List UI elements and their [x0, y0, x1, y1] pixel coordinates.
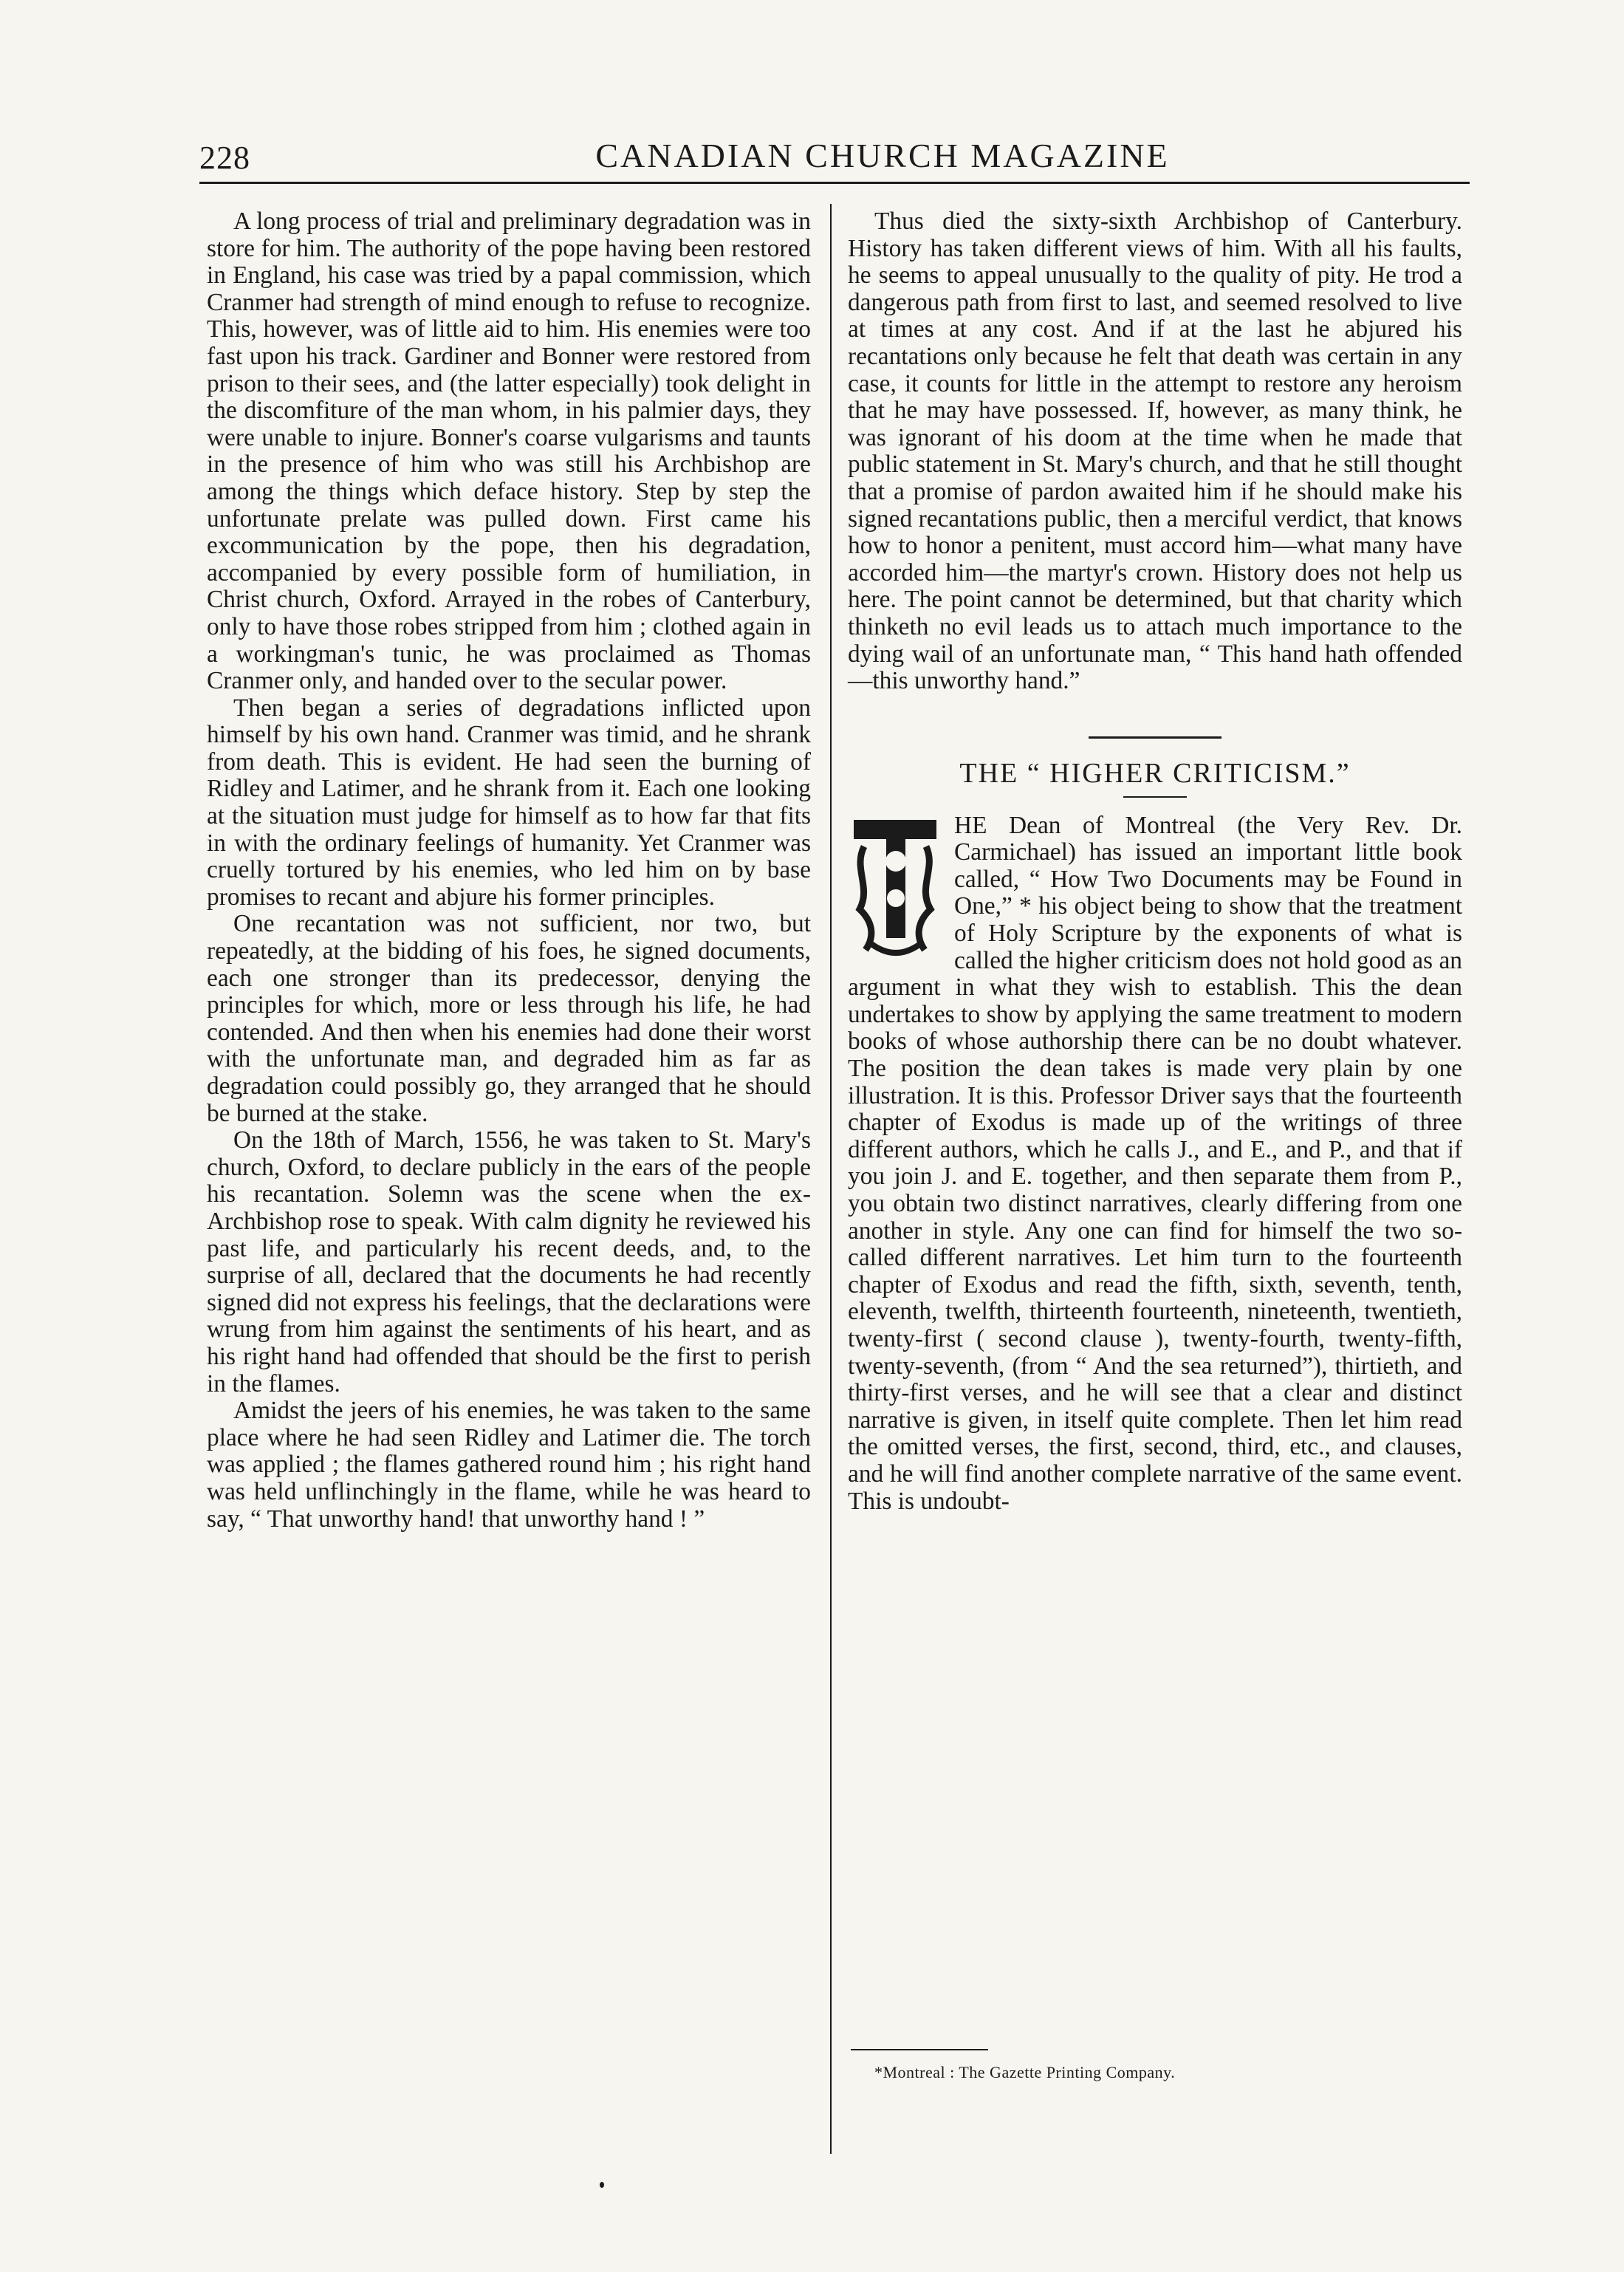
paragraph: On the 18th of March, 1556, he was taken to St. Mary's church, Oxford, to declare publicly in the ears of the people his recantation. Solemn was the scene when the ex-Archbishop rose to speak. With calm dignity he reviewed his past life, and particularly his recent deeds, and, to the surprise of all, declared that the documents he had recently signed did not express his feelings, that the declarations were wrung from him against the sentiments of his heart, and as his right hand had offended that should be the first to perish in the flames. — [207, 1126, 811, 1397]
paragraph: One recantation was not sufficient, nor two, but repeatedly, at the bidding of his foes, he signed documents, each one stronger than its predecessor, denying the principles for which, more or less through his life, he had contended. And then when his enemies had done their worst with the unfortunate man, and degraded him as far as degradation could possibly go, they arranged that he should be burned at the stake. — [207, 910, 811, 1127]
section-divider — [1089, 736, 1222, 739]
page-header — [199, 134, 1470, 177]
paragraph: Amidst the jeers of his enemies, he was taken to the same place where he had seen Ridley and Latimer die. The torch was applied ; the flames gathered round him ; his right hand was held unflinchingly in the flame, while he was heard to say, “ That unworthy hand! that unworthy hand ! ” — [207, 1397, 811, 1533]
paragraph: A long process of trial and preliminary degradation was in store for him. The authority of the pope having been restored in England, his case was tried by a papal commission, which Cranmer had strength of mind enough to refuse to recognize. This, however, was of little aid to him. His enemies were too fast upon his track. Gardiner and Bonner were restored from prison to their sees, and (the latter especially) took delight in the discomfiture of the man whom, in his palmier days, they were unable to injure. Bonner's coarse vulgarisms and taunts in the presence of him who was still his Archbishop are among the things which deface history. Step by step the unfortunate prelate was pulled down. First came his excommunication by the pope, then his degradation, accompanied by every possible form of humiliation, in Christ church, Oxford. Arrayed in the robes of Canterbury, only to have those robes stripped from him ; clothed again in a workingman's tunic, he was proclaimed as Thomas Cranmer only, and handed over to the secular power. — [207, 208, 811, 695]
footnote-rule — [851, 2049, 988, 2050]
footnote: *Montreal : The Gazette Printing Company. — [874, 2063, 1176, 2081]
heading-underline — [1123, 796, 1187, 798]
section-heading: THE “ HIGHER CRITICISM.” — [959, 757, 1351, 789]
section-body: HE Dean of Montreal (the Very Rev. Dr. Carmichael) has issued an important little book called, “ How Two Documents may be Found in One,” * his object being to show that the treatment of Holy Scripture by the exponents of what is called the higher criticism does not hold good as an argument in what they wish to establish. This the dean undertakes to show by applying the same treatment to modern books of whose authorship there can be no doubt whatever. The position the dean takes is made very plain by one illustration. It is this. Professor Driver says that the fourteenth chapter of Exodus is made up of the writings of three different authors, which he calls J., and E., and P., and that if you join J. and E. together, and then separate them from P., you obtain two distinct narratives, clearly differing from one another in style. Any one can find for himself the two so-called different narratives. Let him turn to the fourteenth chapter of Exodus and read the fifth, sixth, seventh, tenth, eleventh, twelfth, thirteenth fourteenth, nineteenth, twentieth, twenty-first ( second clause ), twenty-fourth, twenty-fifth, twenty-seventh, (from “ And the sea returned”), thirtieth, and thirty-first verses, and he will see that a clear and distinct narrative is given, in itself quite complete. Then let him read the omitted verses, the first, second, third, etc., and clauses, and he will find another complete narrative of the same event. This is undoubt- — [848, 811, 1462, 1515]
print-speck — [600, 2182, 604, 2188]
ornamental-initial — [848, 815, 942, 962]
page-number: 228 — [199, 140, 250, 176]
dropcap-letter: T — [849, 816, 850, 818]
paragraph: Thus died the sixty-sixth Archbishop of Canterbury. History has taken different views of him. With all his faults, he seems to appeal unusually to the quality of pity. He trod a dangerous path from first to last, and seemed resolved to live at times at any cost. And if at the last he abjured his recantations only because he felt that death was certain in any case, it counts for little in the attempt to restore any heroism that he may have possessed. If, however, as many think, he was ignorant of his doom at the time when he made that public statement in St. Mary's church, and that he still thought that a promise of pardon awaited him if he should make his signed recantations public, then a merciful verdict, that knows how to honor a penitent, must accord him—what many have accorded him—the martyr's crown. History does not help us here. The point cannot be determined, but that charity which thinketh no evil leads us to attach much importance to the dying wail of an unfortunate man, “ This hand hath offended—this unworthy hand.” — [848, 208, 1462, 695]
header-rule — [199, 182, 1470, 184]
running-head: CANADIAN CHURCH MAGAZINE — [595, 137, 1170, 174]
column-divider — [830, 204, 832, 2154]
left-column — [207, 208, 811, 1533]
right-column — [848, 208, 1462, 1515]
ornamental-initial-icon — [849, 817, 941, 960]
paragraph: Then began a series of degradations inflicted upon himself by his own hand. Cranmer was timid, and he shrank from death. This is evident. He had seen the burning of Ridley and Latimer, and he shrank from it. Each one looking at the situation must judge for himself as to how far that fits in with the ordinary feelings of humanity. Yet Cranmer was cruelly tortured by his enemies, who led him on by base promises to recant and abjure his former principles. — [207, 694, 811, 911]
